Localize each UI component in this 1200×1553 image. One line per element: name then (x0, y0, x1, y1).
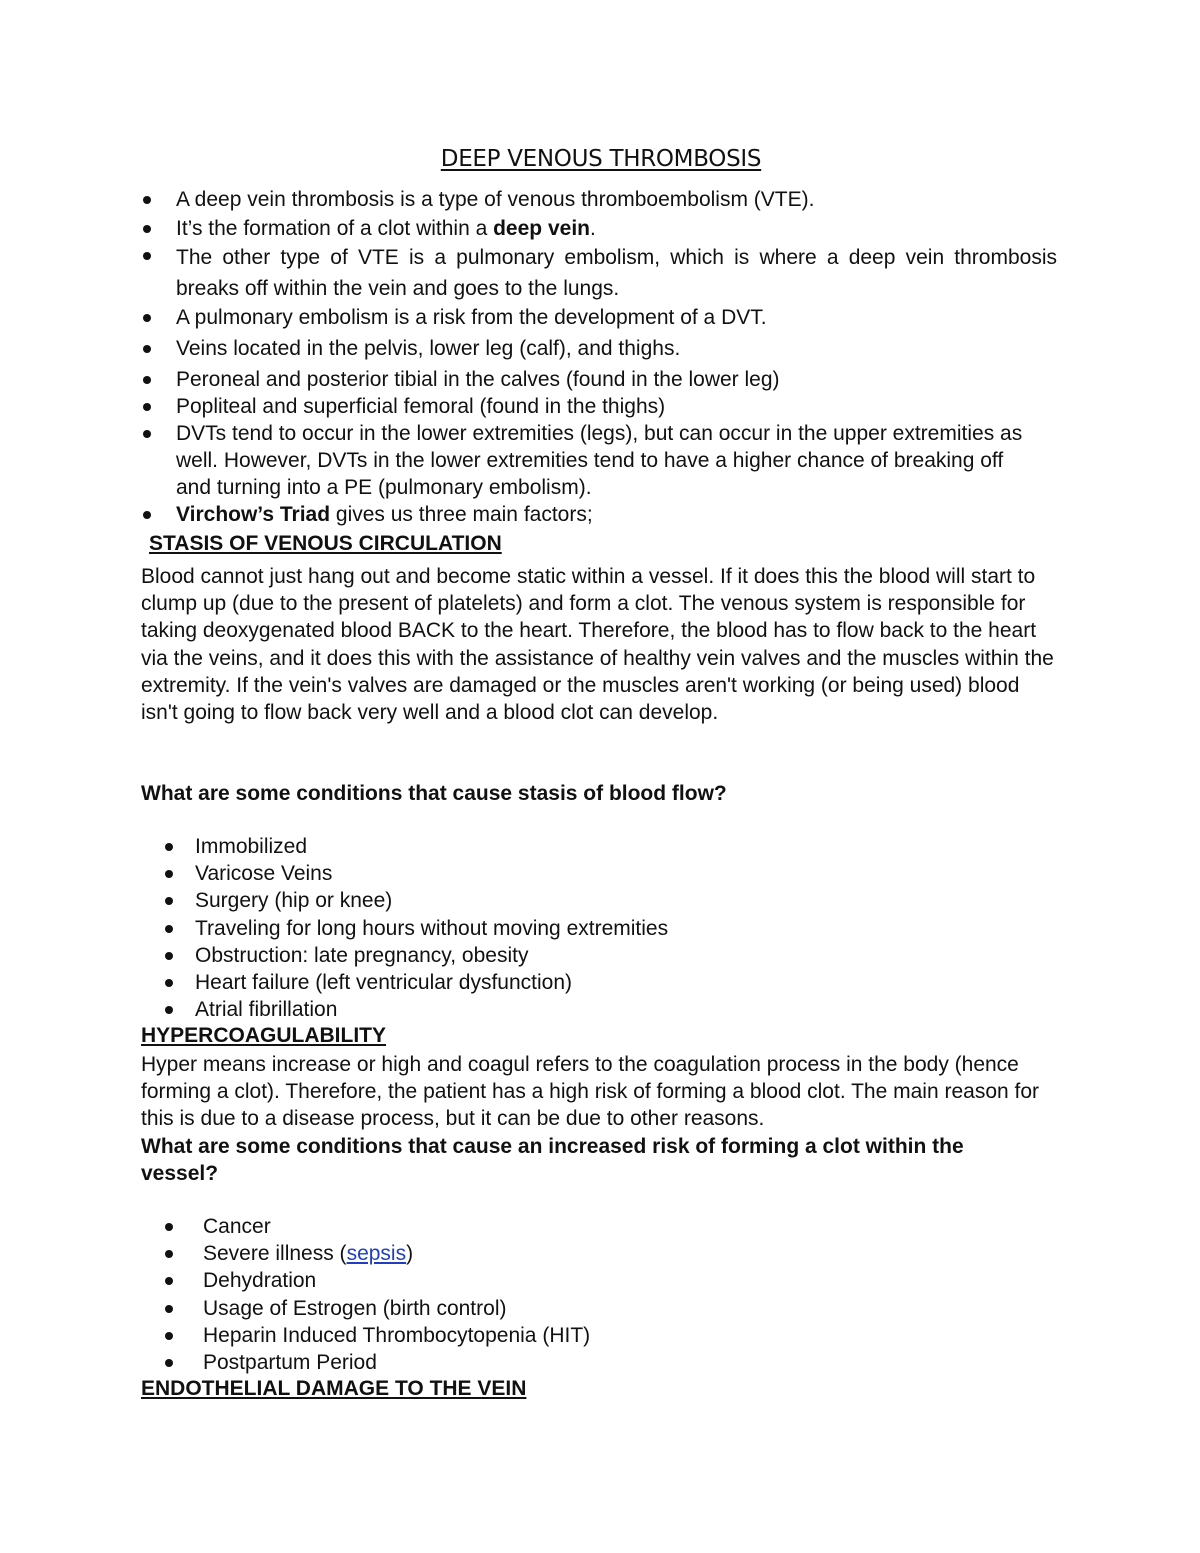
section-heading-hypercoagulability: HYPERCOAGULABILITY (141, 1024, 387, 1047)
list-item: A pulmonary embolism is a risk from the development of a DVT. (141, 304, 1057, 331)
bullet-icon (143, 252, 151, 260)
list-item: Atrial fibrillation (163, 996, 668, 1023)
hypercoagulability-question: What are some conditions that cause an increased risk of forming a clot within the vessel? (141, 1135, 964, 1185)
list-item: Traveling for long hours without moving extremities (163, 915, 668, 942)
bullet-icon (165, 1250, 173, 1258)
list-item: Popliteal and superficial femoral (found in the thighs) (141, 393, 1057, 420)
list-item: A deep vein thrombosis is a type of venous thromboembolism (VTE). (141, 186, 1057, 213)
bullet-icon (165, 1223, 173, 1231)
list-item: The other type of VTE is a pulmonary embolism, which is where a deep vein thrombosis breaks off within the vein and goes to the lungs. (141, 242, 1057, 304)
bullet-icon (165, 1277, 173, 1285)
bullet-icon (143, 403, 151, 411)
list-item: Usage of Estrogen (birth control) (163, 1295, 590, 1322)
document-title: DEEP VENOUS THROMBOSIS (440, 146, 762, 172)
bullet-icon (143, 376, 151, 384)
bullet-icon (165, 979, 173, 987)
hypercoagulability-paragraph: Hyper means increase or high and coagul refers to the coagulation process in the body (hence forming a clot). Therefore, the patient has a high risk of forming a blood clot. The main reason for this is due to a disease process, but it can be due to other reasons. (141, 1053, 1040, 1131)
list-item: Heparin Induced Thrombocytopenia (HIT) (163, 1322, 590, 1349)
list-item: Peroneal and posterior tibial in the calves (found in the lower leg) (141, 366, 1057, 393)
list-item: DVTs tend to occur in the lower extremities (legs), but can occur in the upper extremities as well. However, DVTs in the lower extremities tend to have a higher chance of breaking off and turning into a PE (pulmonary embolism). (141, 420, 1057, 501)
list-item: Virchow’s Triad gives us three main factors; (141, 501, 1057, 528)
bullet-icon (143, 345, 151, 353)
stasis-conditions-list (163, 833, 668, 1023)
sepsis-link[interactable]: sepsis (346, 1242, 407, 1266)
list-item: Cancer (163, 1213, 590, 1240)
bullet-icon (165, 897, 173, 905)
bullet-icon (143, 196, 151, 204)
bullet-icon (143, 430, 151, 438)
bullet-icon (143, 511, 151, 519)
bullet-icon (165, 870, 173, 878)
list-item: Varicose Veins (163, 860, 668, 887)
list-item: Heart failure (left ventricular dysfunction) (163, 969, 668, 996)
list-item: Surgery (hip or knee) (163, 887, 668, 914)
bullet-icon (143, 225, 151, 233)
bullet-icon (165, 1305, 173, 1313)
list-item: Severe illness (sepsis) (163, 1240, 590, 1267)
list-item: Veins located in the pelvis, lower leg (calf), and thighs. (141, 335, 1057, 362)
bullet-icon (143, 314, 151, 322)
stasis-question: What are some conditions that cause stasis of blood flow? (141, 782, 727, 805)
hypercoagulability-conditions-list (163, 1213, 590, 1376)
stasis-paragraph: Blood cannot just hang out and become static within a vessel. If it does this the blood will start to clump up (due to the present of platelets) and form a clot. The venous system is responsible for taking deoxygenated blood BACK to the heart. Therefore, the blood has to flow back to the heart via the veins, and it does this with the assistance of healthy vein valves and the muscles within the extremity. If the vein's valves are damaged or the muscles aren't working (or being used) blood isn't going to flow back very well and a blood clot can develop. (141, 565, 1054, 725)
list-item: Obstruction: late pregnancy, obesity (163, 942, 668, 969)
section-heading-stasis: STASIS OF VENOUS CIRCULATION (149, 532, 502, 555)
bullet-icon (165, 952, 173, 960)
bullet-icon (165, 1006, 173, 1014)
section-heading-endothelial: ENDOTHELIAL DAMAGE TO THE VEIN (141, 1377, 527, 1400)
bullet-icon (165, 1359, 173, 1367)
bullet-icon (165, 925, 173, 933)
document-page (141, 0, 1057, 1553)
intro-bullet-list (141, 186, 1057, 528)
bullet-icon (165, 1332, 173, 1340)
list-item: Postpartum Period (163, 1349, 590, 1376)
list-item: Dehydration (163, 1267, 590, 1294)
bullet-icon (165, 843, 173, 851)
list-item: Immobilized (163, 833, 668, 860)
list-item: It’s the formation of a clot within a deep vein. (141, 215, 1057, 242)
